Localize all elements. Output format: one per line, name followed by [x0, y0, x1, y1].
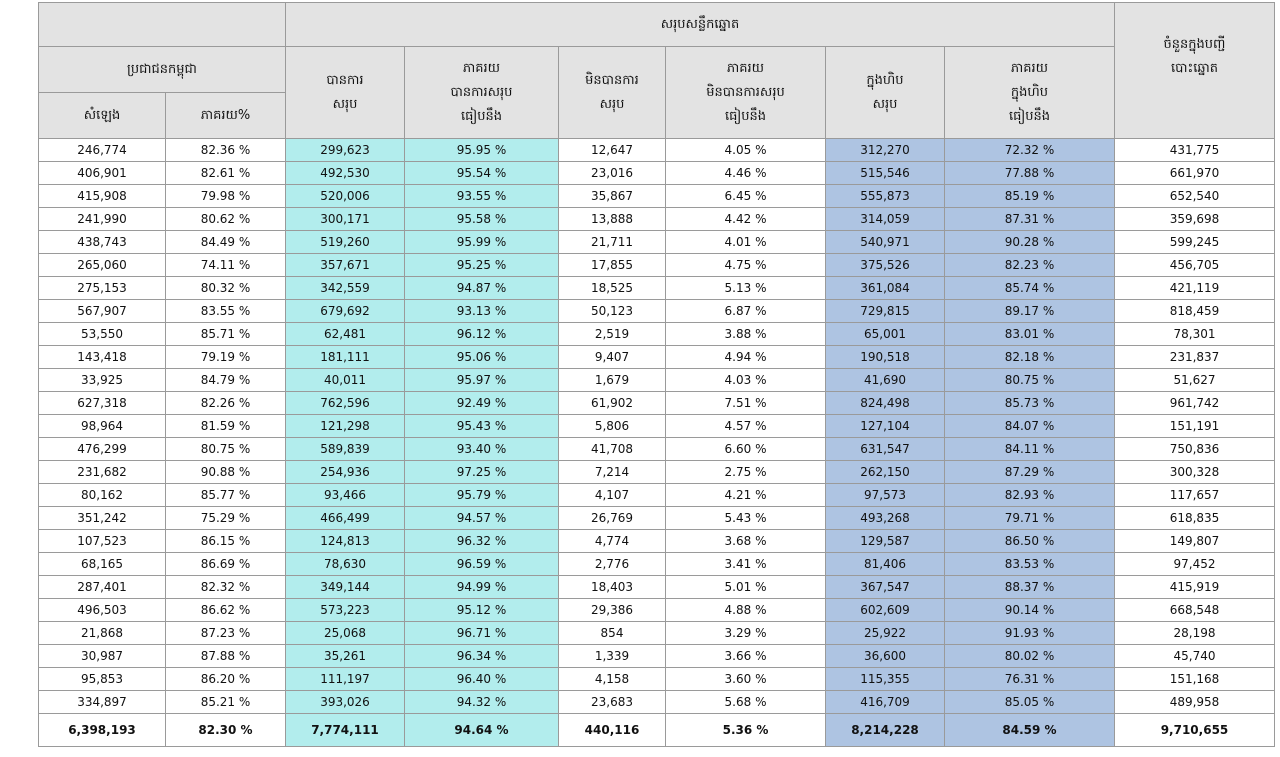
cell-not-counted: 61,902	[559, 392, 666, 415]
cell-in-box-pct: 82.23 %	[945, 254, 1115, 277]
cell-votes-pct: 86.69 %	[166, 553, 286, 576]
cell-registered: 415,919	[1115, 576, 1275, 599]
cell-not-counted: 41,708	[559, 438, 666, 461]
cell-counted-pct: 95.12 %	[405, 599, 559, 622]
cell-votes: 95,853	[39, 668, 166, 691]
cell-counted-pct: 96.32 %	[405, 530, 559, 553]
cell-votes-pct: 81.59 %	[166, 415, 286, 438]
table-row	[39, 668, 1275, 691]
cell-votes: 287,401	[39, 576, 166, 599]
total-registered: 9,710,655	[1115, 714, 1275, 747]
cell-votes: 53,550	[39, 323, 166, 346]
cell-not-counted: 26,769	[559, 507, 666, 530]
table-row	[39, 139, 1275, 162]
cell-in-box-pct: 86.50 %	[945, 530, 1115, 553]
cell-not-counted: 50,123	[559, 300, 666, 323]
total-counted: 7,774,111	[286, 714, 405, 747]
cell-in-box-pct: 88.37 %	[945, 576, 1115, 599]
cell-votes-pct: 86.15 %	[166, 530, 286, 553]
cell-votes: 567,907	[39, 300, 166, 323]
cell-in-box: 312,270	[826, 139, 945, 162]
cell-votes: 265,060	[39, 254, 166, 277]
cell-in-box-pct: 90.28 %	[945, 231, 1115, 254]
cell-votes-pct: 86.62 %	[166, 599, 286, 622]
cell-in-box-pct: 76.31 %	[945, 668, 1115, 691]
table-row	[39, 507, 1275, 530]
cell-not-counted-pct: 5.13 %	[666, 277, 826, 300]
cell-not-counted-pct: 6.45 %	[666, 185, 826, 208]
cell-votes: 107,523	[39, 530, 166, 553]
cell-votes: 275,153	[39, 277, 166, 300]
cell-counted: 393,026	[286, 691, 405, 714]
header-in-box-pct	[945, 47, 1115, 139]
cell-not-counted-pct: 3.68 %	[666, 530, 826, 553]
cell-counted-pct: 96.34 %	[405, 645, 559, 668]
cell-in-box-pct: 87.29 %	[945, 461, 1115, 484]
cell-not-counted-pct: 3.41 %	[666, 553, 826, 576]
table-row	[39, 254, 1275, 277]
cell-in-box: 127,104	[826, 415, 945, 438]
total-in-box-pct: 84.59 %	[945, 714, 1115, 747]
cell-votes: 406,901	[39, 162, 166, 185]
cell-votes-pct: 79.98 %	[166, 185, 286, 208]
header-blank-cell	[39, 3, 286, 47]
header-summary-title: សរុបសន្លឹកឆ្នោត	[286, 3, 1115, 47]
cell-counted-pct: 92.49 %	[405, 392, 559, 415]
cell-in-box: 631,547	[826, 438, 945, 461]
header-votes: សំឡេង	[39, 93, 166, 139]
cell-in-box: 367,547	[826, 576, 945, 599]
cell-votes-pct: 80.75 %	[166, 438, 286, 461]
cell-in-box: 262,150	[826, 461, 945, 484]
header-registered-line1: ចំនួនក្នុងបញ្ជី	[1163, 36, 1226, 52]
header-counted-pct-line1: ភាគរយ	[462, 60, 501, 76]
total-not-counted: 440,116	[559, 714, 666, 747]
cell-votes: 476,299	[39, 438, 166, 461]
cell-registered: 97,452	[1115, 553, 1275, 576]
header-counted-line2: សរុប	[332, 96, 358, 112]
cell-in-box-pct: 85.19 %	[945, 185, 1115, 208]
table-row	[39, 346, 1275, 369]
total-counted-pct: 94.64 %	[405, 714, 559, 747]
table-row	[39, 162, 1275, 185]
header-not-counted-pct-line1: ភាគរយ	[726, 60, 765, 76]
table-row	[39, 645, 1275, 668]
cell-votes-pct: 82.26 %	[166, 392, 286, 415]
cell-in-box: 97,573	[826, 484, 945, 507]
cell-registered: 231,837	[1115, 346, 1275, 369]
cell-registered: 78,301	[1115, 323, 1275, 346]
cell-in-box-pct: 85.05 %	[945, 691, 1115, 714]
cell-not-counted-pct: 5.01 %	[666, 576, 826, 599]
cell-counted: 349,144	[286, 576, 405, 599]
header-in-box-line2: សរុប	[872, 96, 898, 112]
cell-counted: 299,623	[286, 139, 405, 162]
cell-not-counted-pct: 4.94 %	[666, 346, 826, 369]
cell-votes-pct: 85.71 %	[166, 323, 286, 346]
cell-counted-pct: 94.99 %	[405, 576, 559, 599]
cell-votes: 415,908	[39, 185, 166, 208]
cell-in-box: 416,709	[826, 691, 945, 714]
cell-counted: 35,261	[286, 645, 405, 668]
cell-votes: 627,318	[39, 392, 166, 415]
cell-in-box: 729,815	[826, 300, 945, 323]
cell-not-counted-pct: 3.66 %	[666, 645, 826, 668]
cell-in-box: 81,406	[826, 553, 945, 576]
cell-in-box: 602,609	[826, 599, 945, 622]
cell-not-counted-pct: 4.75 %	[666, 254, 826, 277]
cell-votes: 496,503	[39, 599, 166, 622]
cell-not-counted: 2,776	[559, 553, 666, 576]
cell-counted: 520,006	[286, 185, 405, 208]
cell-not-counted-pct: 4.01 %	[666, 231, 826, 254]
cell-registered: 421,119	[1115, 277, 1275, 300]
cell-in-box: 41,690	[826, 369, 945, 392]
cell-registered: 668,548	[1115, 599, 1275, 622]
election-results-table	[38, 2, 1275, 747]
cell-registered: 750,836	[1115, 438, 1275, 461]
cell-votes: 21,868	[39, 622, 166, 645]
cell-not-counted-pct: 4.88 %	[666, 599, 826, 622]
cell-counted-pct: 97.25 %	[405, 461, 559, 484]
cell-votes-pct: 85.21 %	[166, 691, 286, 714]
cell-registered: 117,657	[1115, 484, 1275, 507]
table-row	[39, 438, 1275, 461]
cell-not-counted: 4,774	[559, 530, 666, 553]
cell-in-box-pct: 90.14 %	[945, 599, 1115, 622]
cell-counted: 492,530	[286, 162, 405, 185]
cell-votes-pct: 79.19 %	[166, 346, 286, 369]
cell-in-box-pct: 84.07 %	[945, 415, 1115, 438]
cell-in-box-pct: 85.74 %	[945, 277, 1115, 300]
cell-counted-pct: 95.43 %	[405, 415, 559, 438]
cell-registered: 818,459	[1115, 300, 1275, 323]
cell-not-counted-pct: 4.05 %	[666, 139, 826, 162]
cell-in-box: 129,587	[826, 530, 945, 553]
cell-not-counted: 13,888	[559, 208, 666, 231]
cell-not-counted: 17,855	[559, 254, 666, 277]
total-not-counted-pct: 5.36 %	[666, 714, 826, 747]
table-row	[39, 185, 1275, 208]
cell-counted-pct: 95.95 %	[405, 139, 559, 162]
cell-counted: 124,813	[286, 530, 405, 553]
table-row	[39, 599, 1275, 622]
cell-counted-pct: 95.97 %	[405, 369, 559, 392]
cell-votes-pct: 85.77 %	[166, 484, 286, 507]
cell-not-counted: 7,214	[559, 461, 666, 484]
cell-votes-pct: 75.29 %	[166, 507, 286, 530]
total-votes: 6,398,193	[39, 714, 166, 747]
cell-counted: 78,630	[286, 553, 405, 576]
cell-votes: 246,774	[39, 139, 166, 162]
cell-in-box-pct: 82.93 %	[945, 484, 1115, 507]
table-body	[39, 139, 1275, 747]
cell-not-counted: 4,107	[559, 484, 666, 507]
cell-in-box: 540,971	[826, 231, 945, 254]
header-counted	[286, 47, 405, 139]
cell-votes: 334,897	[39, 691, 166, 714]
cell-counted: 357,671	[286, 254, 405, 277]
cell-votes-pct: 86.20 %	[166, 668, 286, 691]
cell-votes-pct: 87.88 %	[166, 645, 286, 668]
cell-votes: 351,242	[39, 507, 166, 530]
cell-counted-pct: 95.99 %	[405, 231, 559, 254]
cell-in-box: 65,001	[826, 323, 945, 346]
cell-not-counted: 1,339	[559, 645, 666, 668]
cell-votes-pct: 90.88 %	[166, 461, 286, 484]
cell-counted-pct: 96.40 %	[405, 668, 559, 691]
cell-in-box-pct: 77.88 %	[945, 162, 1115, 185]
cell-in-box-pct: 84.11 %	[945, 438, 1115, 461]
cell-not-counted: 29,386	[559, 599, 666, 622]
cell-counted-pct: 94.87 %	[405, 277, 559, 300]
cell-registered: 652,540	[1115, 185, 1275, 208]
cell-not-counted-pct: 4.57 %	[666, 415, 826, 438]
header-counted-pct	[405, 47, 559, 139]
cell-votes-pct: 84.79 %	[166, 369, 286, 392]
cell-counted: 40,011	[286, 369, 405, 392]
cell-counted: 589,839	[286, 438, 405, 461]
table-row	[39, 622, 1275, 645]
cell-votes-pct: 82.32 %	[166, 576, 286, 599]
cell-in-box-pct: 80.75 %	[945, 369, 1115, 392]
header-cambodian-people: ប្រជាជនកម្ពុជា	[39, 47, 286, 93]
cell-votes: 80,162	[39, 484, 166, 507]
cell-counted-pct: 94.57 %	[405, 507, 559, 530]
cell-counted: 121,298	[286, 415, 405, 438]
cell-not-counted-pct: 5.43 %	[666, 507, 826, 530]
cell-counted-pct: 95.54 %	[405, 162, 559, 185]
cell-in-box-pct: 72.32 %	[945, 139, 1115, 162]
cell-votes: 98,964	[39, 415, 166, 438]
table-row	[39, 392, 1275, 415]
cell-registered: 149,807	[1115, 530, 1275, 553]
cell-in-box-pct: 83.01 %	[945, 323, 1115, 346]
cell-not-counted-pct: 3.88 %	[666, 323, 826, 346]
cell-in-box-pct: 83.53 %	[945, 553, 1115, 576]
header-counted-line1: បានការ	[326, 72, 364, 88]
cell-in-box: 36,600	[826, 645, 945, 668]
cell-registered: 961,742	[1115, 392, 1275, 415]
cell-in-box-pct: 79.71 %	[945, 507, 1115, 530]
totals-row	[39, 714, 1275, 747]
cell-in-box-pct: 85.73 %	[945, 392, 1115, 415]
cell-not-counted-pct: 4.21 %	[666, 484, 826, 507]
cell-in-box: 190,518	[826, 346, 945, 369]
cell-counted: 62,481	[286, 323, 405, 346]
cell-votes: 68,165	[39, 553, 166, 576]
cell-registered: 618,835	[1115, 507, 1275, 530]
table-row	[39, 300, 1275, 323]
cell-votes-pct: 87.23 %	[166, 622, 286, 645]
cell-votes: 231,682	[39, 461, 166, 484]
cell-registered: 151,191	[1115, 415, 1275, 438]
cell-in-box-pct: 89.17 %	[945, 300, 1115, 323]
table-row	[39, 277, 1275, 300]
header-counted-pct-line2: បានការសរុប	[450, 84, 513, 100]
cell-in-box-pct: 91.93 %	[945, 622, 1115, 645]
cell-counted-pct: 93.13 %	[405, 300, 559, 323]
cell-not-counted: 21,711	[559, 231, 666, 254]
cell-votes: 33,925	[39, 369, 166, 392]
cell-counted: 466,499	[286, 507, 405, 530]
table-row	[39, 231, 1275, 254]
cell-not-counted: 35,867	[559, 185, 666, 208]
cell-not-counted: 4,158	[559, 668, 666, 691]
cell-counted-pct: 95.79 %	[405, 484, 559, 507]
cell-registered: 661,970	[1115, 162, 1275, 185]
cell-in-box-pct: 87.31 %	[945, 208, 1115, 231]
cell-not-counted: 9,407	[559, 346, 666, 369]
cell-counted: 25,068	[286, 622, 405, 645]
table-row	[39, 553, 1275, 576]
cell-counted: 181,111	[286, 346, 405, 369]
cell-counted-pct: 95.25 %	[405, 254, 559, 277]
results-table-container	[38, 2, 1275, 747]
header-not-counted-line1: មិនបានការ	[585, 72, 639, 88]
cell-counted: 679,692	[286, 300, 405, 323]
cell-not-counted: 18,403	[559, 576, 666, 599]
cell-in-box: 115,355	[826, 668, 945, 691]
cell-counted: 111,197	[286, 668, 405, 691]
cell-counted: 762,596	[286, 392, 405, 415]
cell-counted-pct: 93.40 %	[405, 438, 559, 461]
cell-votes-pct: 83.55 %	[166, 300, 286, 323]
table-row	[39, 484, 1275, 507]
header-not-counted-pct	[666, 47, 826, 139]
cell-not-counted-pct: 2.75 %	[666, 461, 826, 484]
table-row	[39, 461, 1275, 484]
cell-not-counted-pct: 4.42 %	[666, 208, 826, 231]
header-counted-pct-line3: ធៀបនឹង	[460, 108, 502, 124]
cell-votes: 438,743	[39, 231, 166, 254]
table-row	[39, 530, 1275, 553]
cell-not-counted: 23,016	[559, 162, 666, 185]
header-in-box-pct-line2: ក្នុងហិប	[1010, 84, 1049, 100]
header-registered-line2: បោះឆ្នោត	[1171, 60, 1218, 76]
header-in-box-pct-line3: ធៀបនឹង	[1008, 108, 1050, 124]
cell-not-counted: 23,683	[559, 691, 666, 714]
header-not-counted-pct-line2: មិនបានការសរុប	[706, 84, 785, 100]
header-percent: ភាគរយ%	[166, 93, 286, 139]
cell-registered: 456,705	[1115, 254, 1275, 277]
cell-counted-pct: 94.32 %	[405, 691, 559, 714]
cell-counted-pct: 95.06 %	[405, 346, 559, 369]
cell-not-counted-pct: 6.60 %	[666, 438, 826, 461]
cell-votes-pct: 82.61 %	[166, 162, 286, 185]
cell-not-counted: 5,806	[559, 415, 666, 438]
cell-counted: 300,171	[286, 208, 405, 231]
cell-in-box: 824,498	[826, 392, 945, 415]
cell-in-box-pct: 82.18 %	[945, 346, 1115, 369]
cell-not-counted-pct: 7.51 %	[666, 392, 826, 415]
cell-in-box-pct: 80.02 %	[945, 645, 1115, 668]
header-in-box-line1: ក្នុងហិប	[866, 72, 904, 88]
cell-votes: 30,987	[39, 645, 166, 668]
header-in-box-pct-line1: ភាគរយ	[1010, 60, 1049, 76]
cell-votes-pct: 74.11 %	[166, 254, 286, 277]
cell-counted: 254,936	[286, 461, 405, 484]
cell-not-counted: 18,525	[559, 277, 666, 300]
cell-votes-pct: 82.36 %	[166, 139, 286, 162]
table-row	[39, 369, 1275, 392]
cell-registered: 45,740	[1115, 645, 1275, 668]
cell-not-counted-pct: 3.29 %	[666, 622, 826, 645]
cell-not-counted-pct: 4.03 %	[666, 369, 826, 392]
table-row	[39, 576, 1275, 599]
cell-in-box: 314,059	[826, 208, 945, 231]
cell-not-counted: 12,647	[559, 139, 666, 162]
cell-not-counted-pct: 6.87 %	[666, 300, 826, 323]
total-votes-pct: 82.30 %	[166, 714, 286, 747]
cell-counted-pct: 93.55 %	[405, 185, 559, 208]
cell-not-counted-pct: 3.60 %	[666, 668, 826, 691]
header-not-counted-line2: សរុប	[599, 96, 625, 112]
cell-counted-pct: 96.71 %	[405, 622, 559, 645]
cell-not-counted: 854	[559, 622, 666, 645]
cell-votes: 143,418	[39, 346, 166, 369]
header-not-counted	[559, 47, 666, 139]
cell-registered: 431,775	[1115, 139, 1275, 162]
cell-votes: 241,990	[39, 208, 166, 231]
cell-in-box: 493,268	[826, 507, 945, 530]
cell-not-counted-pct: 4.46 %	[666, 162, 826, 185]
cell-not-counted: 1,679	[559, 369, 666, 392]
cell-not-counted-pct: 5.68 %	[666, 691, 826, 714]
header-in-box	[826, 47, 945, 139]
cell-in-box: 375,526	[826, 254, 945, 277]
cell-registered: 489,958	[1115, 691, 1275, 714]
header-registered	[1115, 3, 1275, 139]
cell-registered: 51,627	[1115, 369, 1275, 392]
cell-registered: 300,328	[1115, 461, 1275, 484]
cell-in-box: 555,873	[826, 185, 945, 208]
cell-not-counted: 2,519	[559, 323, 666, 346]
cell-registered: 151,168	[1115, 668, 1275, 691]
cell-counted: 519,260	[286, 231, 405, 254]
cell-registered: 359,698	[1115, 208, 1275, 231]
cell-votes-pct: 80.62 %	[166, 208, 286, 231]
cell-counted: 573,223	[286, 599, 405, 622]
cell-votes-pct: 80.32 %	[166, 277, 286, 300]
cell-registered: 28,198	[1115, 622, 1275, 645]
cell-counted-pct: 96.12 %	[405, 323, 559, 346]
table-row	[39, 691, 1275, 714]
cell-counted-pct: 95.58 %	[405, 208, 559, 231]
header-not-counted-pct-line3: ធៀបនឹង	[724, 108, 766, 124]
cell-in-box: 515,546	[826, 162, 945, 185]
table-row	[39, 208, 1275, 231]
cell-counted-pct: 96.59 %	[405, 553, 559, 576]
table-row	[39, 323, 1275, 346]
table-row	[39, 415, 1275, 438]
cell-counted: 93,466	[286, 484, 405, 507]
cell-registered: 599,245	[1115, 231, 1275, 254]
cell-in-box: 25,922	[826, 622, 945, 645]
cell-counted: 342,559	[286, 277, 405, 300]
cell-in-box: 361,084	[826, 277, 945, 300]
total-in-box: 8,214,228	[826, 714, 945, 747]
cell-votes-pct: 84.49 %	[166, 231, 286, 254]
